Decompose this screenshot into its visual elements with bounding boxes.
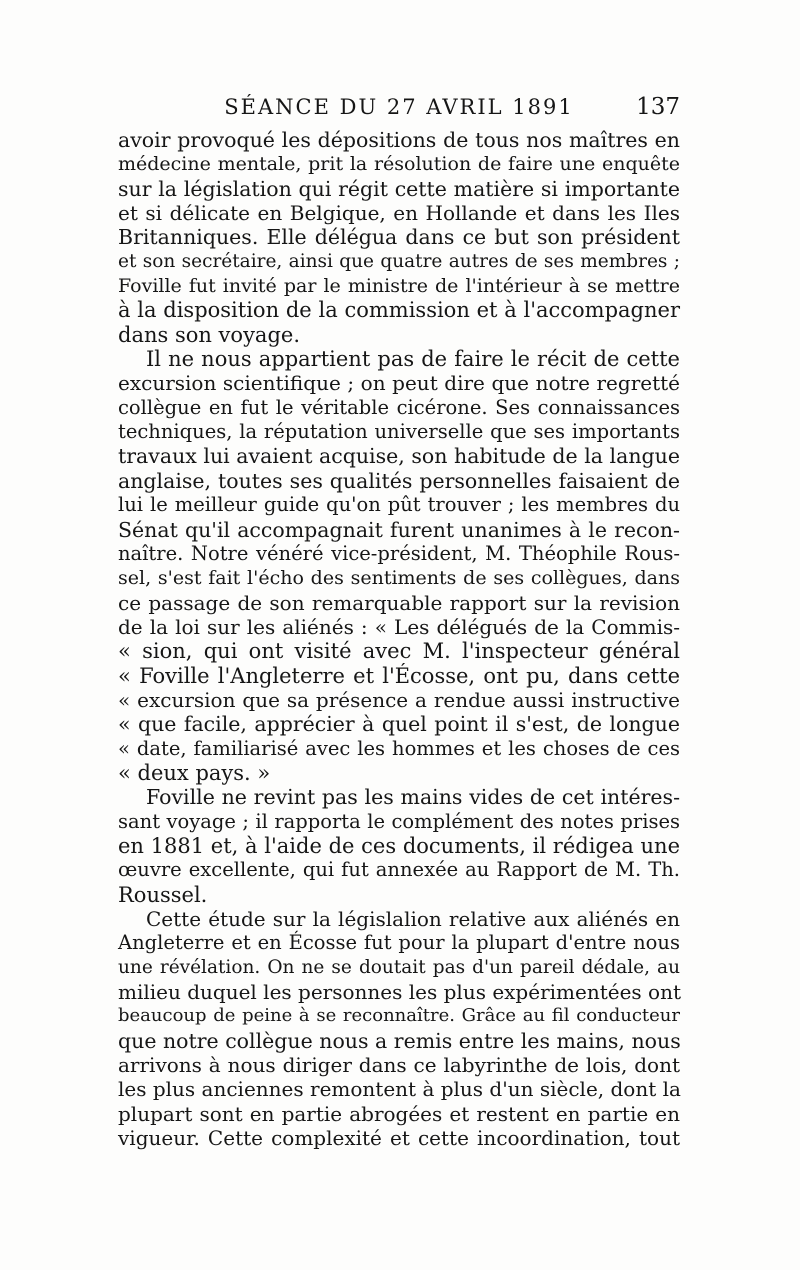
text-line: « que facile, apprécier à quel point il s'est, de longue [118, 712, 680, 737]
text-line: Il ne nous appartient pas de faire le récit de cette [146, 347, 680, 372]
text-line: beaucoup de peine à se reconnaître. Grâce au fil conducteur [118, 1005, 680, 1027]
text-line: que notre collègue nous a remis entre les mains, nous [118, 1028, 681, 1053]
page-number: 137 [636, 94, 680, 120]
text-line: de la loi sur les aliénés : « Les délégués de la Commis- [118, 614, 680, 639]
text-line: « date, familiarisé avec les hommes et les choses de ces [118, 736, 680, 760]
text-line: vigueur. Cette complexité et cette incoordination, tout [118, 1126, 680, 1151]
text-line: Roussel. [118, 882, 208, 907]
text-line: plupart sont en partie abrogées et restent en partie en [118, 1101, 680, 1126]
text-line: excursion scientifique ; on peut dire que notre regretté [118, 371, 680, 396]
text-line: sant voyage ; il rapporta le complément des notes prises [118, 809, 680, 833]
text-line: ce passage de son remarquable rapport sur la revision [118, 590, 680, 615]
text-line: techniques, la réputation universelle que ses importants [118, 420, 680, 444]
text-line: à la disposition de la commission et à l'accompagner [118, 298, 680, 323]
text-line: Britanniques. Elle délégua dans ce but son président [118, 225, 680, 250]
text-line: Angleterre et en Écosse fut pour la plupart d'entre nous [118, 931, 680, 955]
text-line: et si délicate en Belgique, en Hollande et dans les Iles [118, 201, 680, 226]
text-line: Sénat qu'il accompagnait furent unanimes à le recon- [118, 517, 680, 542]
body-text [118, 128, 680, 1150]
text-line: avoir provoqué les dépositions de tous nos maîtres en [118, 128, 680, 152]
text-line: « excursion que sa présence a rendue aussi instructive [118, 687, 680, 712]
running-head [118, 92, 680, 122]
text-line: Cette étude sur la législalion relative aux aliénés en [146, 907, 680, 931]
text-line: en 1881 et, à l'aide de ces documents, il rédigea une [118, 833, 680, 858]
running-head-title: SÉANCE DU 27 AVRIL 1891 [224, 95, 574, 119]
text-line: arrivons à nous diriger dans ce labyrinthe de lois, dont [118, 1053, 680, 1078]
text-line: anglaise, toutes ses qualités personnelles faisaient de [118, 468, 680, 493]
text-line: dans son voyage. [118, 322, 300, 347]
text-line: « sion, qui ont visité avec M. l'inspecteur général [118, 639, 680, 664]
text-line: milieu duquel les personnes les plus expérimentées ont [118, 980, 681, 1005]
text-line: Foville fut invité par le ministre de l'intérieur à se mettre [118, 275, 680, 298]
text-line: « deux pays. » [118, 760, 271, 785]
text-line: collègue en fut le véritable cicérone. Ses connaissances [118, 395, 680, 419]
text-line: « Foville l'Angleterre et l'Écosse, ont pu, dans cette [118, 663, 680, 688]
text-line: travaux lui avaient acquise, son habitude de la langue [118, 444, 680, 469]
text-line: médecine mentale, prit la résolution de faire une enquête [118, 153, 680, 176]
text-line: et son secrétaire, ainsi que quatre autres de ses membres ; [118, 250, 680, 272]
text-line: Foville ne revint pas les mains vides de cet intéres- [146, 785, 680, 810]
text-line: sel, s'est fait l'écho des sentiments de ses collègues, dans [118, 567, 680, 590]
text-line: œuvre excellente, qui fut annexée au Rapport de M. Th. [118, 858, 680, 882]
text-line: les plus anciennes remontent à plus d'un siècle, dont la [118, 1077, 681, 1102]
text-line: naître. Notre vénéré vice-président, M. Théophile Rous- [118, 541, 680, 565]
text-line: une révélation. On ne se doutait pas d'un pareil dédale, au [118, 956, 680, 978]
text-line: sur la législation qui régit cette matière si importante [118, 176, 680, 201]
text-line: lui le meilleur guide qu'on pût trouver ; les membres du [118, 493, 680, 517]
